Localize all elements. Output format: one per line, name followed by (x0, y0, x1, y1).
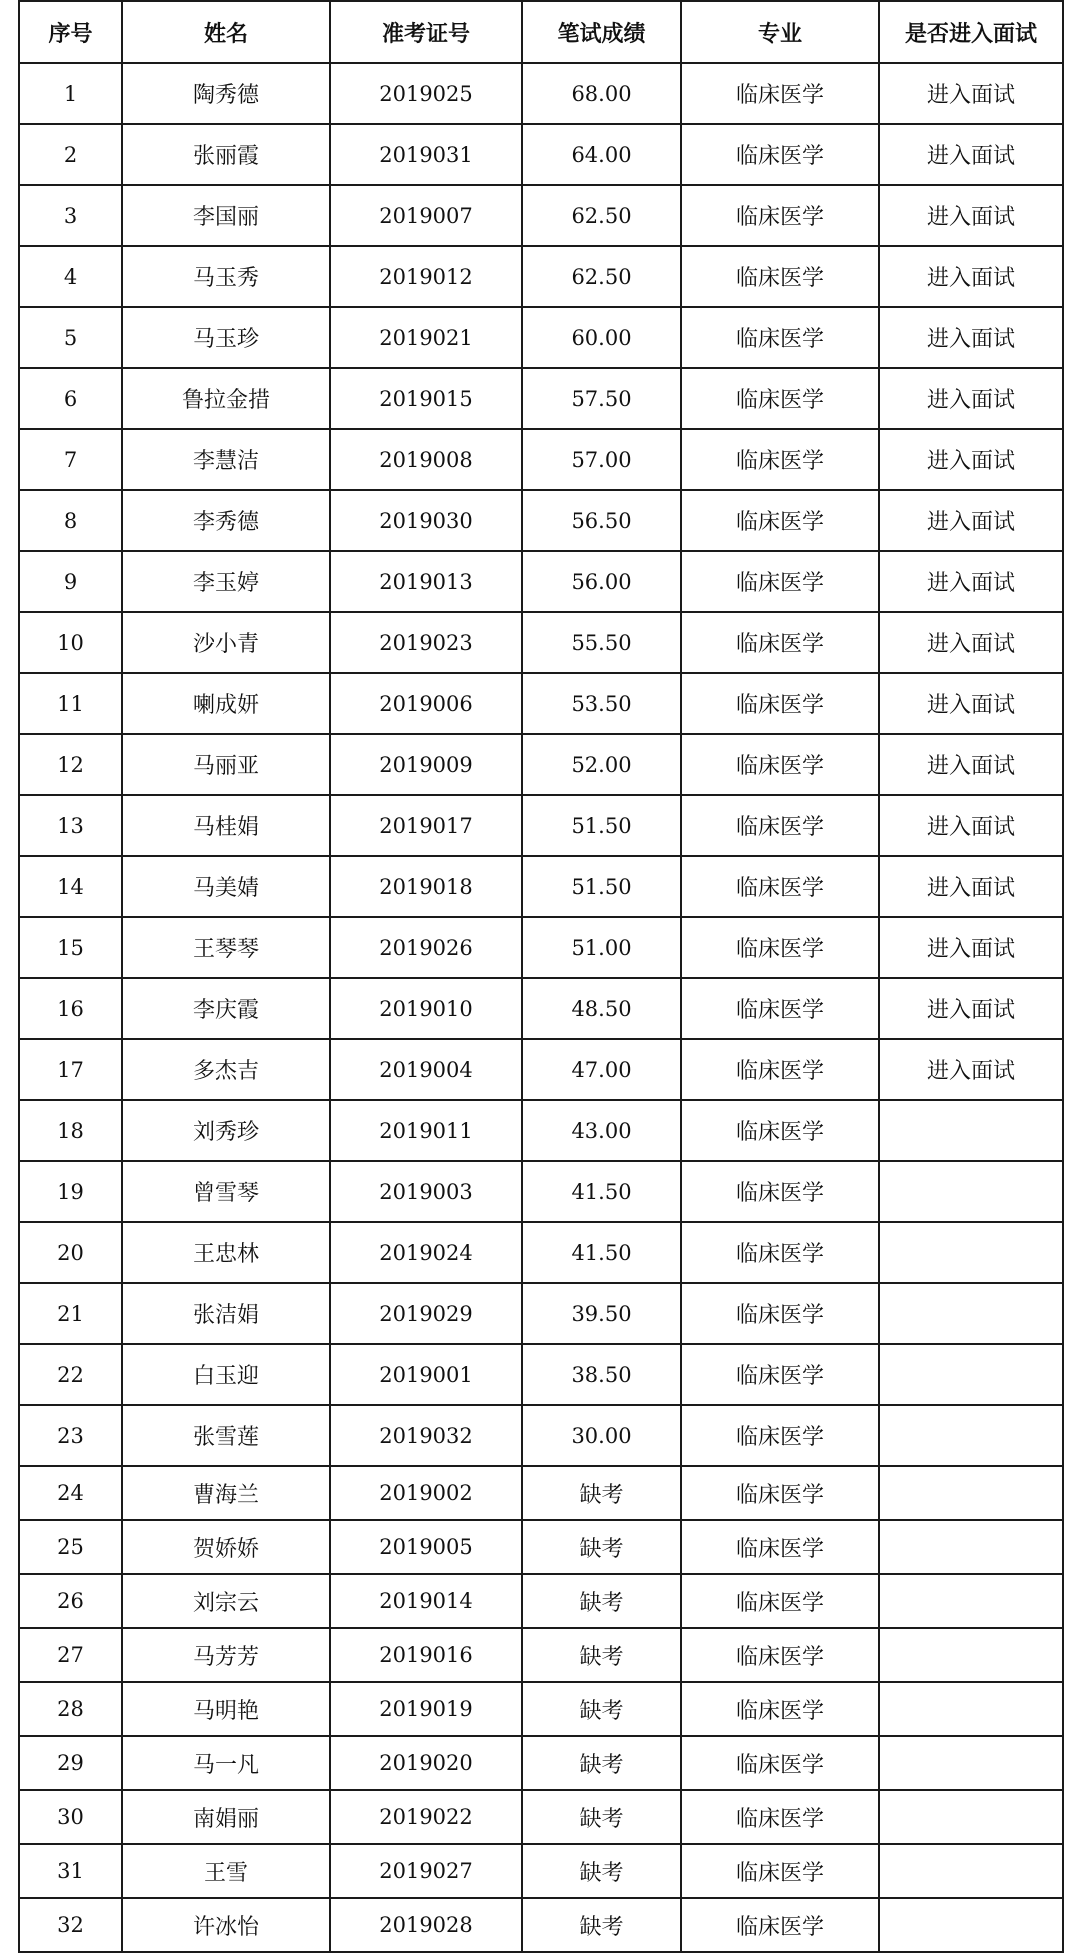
cell-ticket-number: 2019021 (330, 307, 522, 368)
cell-name: 李秀德 (122, 490, 330, 551)
cell-index: 9 (19, 551, 122, 612)
cell-major: 临床医学 (681, 917, 879, 978)
cell-written-score: 51.50 (522, 856, 681, 917)
cell-interview-status (879, 1574, 1063, 1628)
cell-written-score: 51.50 (522, 795, 681, 856)
cell-index: 30 (19, 1790, 122, 1844)
cell-ticket-number: 2019024 (330, 1222, 522, 1283)
cell-ticket-number: 2019016 (330, 1628, 522, 1682)
cell-interview-status (879, 1283, 1063, 1344)
table-row (19, 1039, 1063, 1100)
cell-interview-status: 进入面试 (879, 734, 1063, 795)
cell-interview-status: 进入面试 (879, 1039, 1063, 1100)
cell-name: 马玉珍 (122, 307, 330, 368)
cell-ticket-number: 2019001 (330, 1344, 522, 1405)
cell-index: 3 (19, 185, 122, 246)
cell-index: 4 (19, 246, 122, 307)
cell-index: 7 (19, 429, 122, 490)
cell-ticket-number: 2019002 (330, 1466, 522, 1520)
cell-interview-status (879, 1790, 1063, 1844)
cell-major: 临床医学 (681, 368, 879, 429)
cell-index: 13 (19, 795, 122, 856)
cell-major: 临床医学 (681, 185, 879, 246)
cell-ticket-number: 2019007 (330, 185, 522, 246)
cell-index: 11 (19, 673, 122, 734)
table-row (19, 185, 1063, 246)
cell-name: 贺娇娇 (122, 1520, 330, 1574)
cell-interview-status: 进入面试 (879, 246, 1063, 307)
cell-written-score: 缺考 (522, 1898, 681, 1952)
cell-ticket-number: 2019030 (330, 490, 522, 551)
cell-index: 23 (19, 1405, 122, 1466)
cell-written-score: 62.50 (522, 185, 681, 246)
table-row (19, 368, 1063, 429)
cell-name: 许冰怡 (122, 1898, 330, 1952)
cell-written-score: 57.00 (522, 429, 681, 490)
cell-name: 马明艳 (122, 1682, 330, 1736)
cell-index: 32 (19, 1898, 122, 1952)
cell-ticket-number: 2019012 (330, 246, 522, 307)
cell-index: 12 (19, 734, 122, 795)
table-row (19, 1405, 1063, 1466)
cell-interview-status (879, 1161, 1063, 1222)
cell-name: 马玉秀 (122, 246, 330, 307)
cell-ticket-number: 2019019 (330, 1682, 522, 1736)
cell-ticket-number: 2019031 (330, 124, 522, 185)
header-ticket-number: 准考证号 (330, 1, 522, 63)
table-row (19, 124, 1063, 185)
cell-index: 19 (19, 1161, 122, 1222)
cell-name: 马芳芳 (122, 1628, 330, 1682)
cell-major: 临床医学 (681, 1405, 879, 1466)
cell-name: 刘秀珍 (122, 1100, 330, 1161)
cell-major: 临床医学 (681, 429, 879, 490)
cell-name: 李国丽 (122, 185, 330, 246)
table-row (19, 551, 1063, 612)
cell-written-score: 60.00 (522, 307, 681, 368)
table-row (19, 490, 1063, 551)
cell-index: 8 (19, 490, 122, 551)
cell-major: 临床医学 (681, 734, 879, 795)
cell-ticket-number: 2019008 (330, 429, 522, 490)
table-row (19, 1222, 1063, 1283)
cell-name: 沙小青 (122, 612, 330, 673)
cell-name: 马一凡 (122, 1736, 330, 1790)
cell-name: 王琴琴 (122, 917, 330, 978)
cell-written-score: 56.00 (522, 551, 681, 612)
cell-name: 马桂娟 (122, 795, 330, 856)
cell-major: 临床医学 (681, 978, 879, 1039)
cell-index: 27 (19, 1628, 122, 1682)
cell-name: 南娟丽 (122, 1790, 330, 1844)
cell-interview-status: 进入面试 (879, 551, 1063, 612)
cell-ticket-number: 2019006 (330, 673, 522, 734)
cell-written-score: 68.00 (522, 63, 681, 124)
cell-major: 临床医学 (681, 795, 879, 856)
cell-interview-status (879, 1466, 1063, 1520)
cell-major: 临床医学 (681, 1100, 879, 1161)
cell-interview-status: 进入面试 (879, 673, 1063, 734)
table-row (19, 1790, 1063, 1844)
cell-index: 20 (19, 1222, 122, 1283)
table-row (19, 734, 1063, 795)
cell-index: 2 (19, 124, 122, 185)
cell-written-score: 52.00 (522, 734, 681, 795)
cell-index: 22 (19, 1344, 122, 1405)
cell-index: 25 (19, 1520, 122, 1574)
cell-name: 王雪 (122, 1844, 330, 1898)
cell-index: 16 (19, 978, 122, 1039)
cell-ticket-number: 2019003 (330, 1161, 522, 1222)
cell-major: 临床医学 (681, 1344, 879, 1405)
cell-ticket-number: 2019010 (330, 978, 522, 1039)
cell-interview-status (879, 1898, 1063, 1952)
cell-index: 31 (19, 1844, 122, 1898)
table-row (19, 856, 1063, 917)
cell-written-score: 缺考 (522, 1844, 681, 1898)
cell-major: 临床医学 (681, 1466, 879, 1520)
table-row (19, 1344, 1063, 1405)
cell-name: 多杰吉 (122, 1039, 330, 1100)
header-written-score: 笔试成绩 (522, 1, 681, 63)
cell-interview-status: 进入面试 (879, 795, 1063, 856)
table-row (19, 1466, 1063, 1520)
cell-written-score: 38.50 (522, 1344, 681, 1405)
cell-name: 陶秀德 (122, 63, 330, 124)
table-row (19, 1161, 1063, 1222)
cell-ticket-number: 2019029 (330, 1283, 522, 1344)
table-row (19, 917, 1063, 978)
cell-written-score: 缺考 (522, 1682, 681, 1736)
cell-name: 李庆霞 (122, 978, 330, 1039)
cell-interview-status (879, 1222, 1063, 1283)
cell-written-score: 39.50 (522, 1283, 681, 1344)
cell-interview-status (879, 1628, 1063, 1682)
cell-ticket-number: 2019013 (330, 551, 522, 612)
cell-index: 6 (19, 368, 122, 429)
header-interview-status: 是否进入面试 (879, 1, 1063, 63)
cell-major: 临床医学 (681, 1898, 879, 1952)
cell-written-score: 56.50 (522, 490, 681, 551)
cell-ticket-number: 2019017 (330, 795, 522, 856)
cell-major: 临床医学 (681, 856, 879, 917)
table-body (19, 63, 1063, 1952)
cell-index: 5 (19, 307, 122, 368)
table-row (19, 1520, 1063, 1574)
cell-major: 临床医学 (681, 124, 879, 185)
cell-index: 17 (19, 1039, 122, 1100)
cell-interview-status: 进入面试 (879, 978, 1063, 1039)
cell-ticket-number: 2019023 (330, 612, 522, 673)
cell-major: 临床医学 (681, 490, 879, 551)
cell-name: 马美婧 (122, 856, 330, 917)
cell-interview-status: 进入面试 (879, 124, 1063, 185)
cell-interview-status (879, 1405, 1063, 1466)
cell-name: 刘宗云 (122, 1574, 330, 1628)
cell-ticket-number: 2019022 (330, 1790, 522, 1844)
cell-written-score: 53.50 (522, 673, 681, 734)
cell-ticket-number: 2019025 (330, 63, 522, 124)
cell-name: 喇成妍 (122, 673, 330, 734)
table-row (19, 246, 1063, 307)
cell-name: 白玉迎 (122, 1344, 330, 1405)
cell-name: 曹海兰 (122, 1466, 330, 1520)
cell-index: 15 (19, 917, 122, 978)
cell-written-score: 64.00 (522, 124, 681, 185)
cell-index: 26 (19, 1574, 122, 1628)
cell-major: 临床医学 (681, 246, 879, 307)
cell-written-score: 43.00 (522, 1100, 681, 1161)
cell-name: 李慧洁 (122, 429, 330, 490)
cell-interview-status (879, 1100, 1063, 1161)
cell-interview-status (879, 1844, 1063, 1898)
cell-written-score: 41.50 (522, 1161, 681, 1222)
cell-ticket-number: 2019028 (330, 1898, 522, 1952)
score-table (18, 0, 1064, 1953)
cell-ticket-number: 2019018 (330, 856, 522, 917)
cell-index: 18 (19, 1100, 122, 1161)
cell-ticket-number: 2019011 (330, 1100, 522, 1161)
cell-name: 张丽霞 (122, 124, 330, 185)
header-major: 专业 (681, 1, 879, 63)
cell-index: 14 (19, 856, 122, 917)
cell-interview-status: 进入面试 (879, 185, 1063, 246)
cell-interview-status: 进入面试 (879, 490, 1063, 551)
cell-ticket-number: 2019009 (330, 734, 522, 795)
cell-name: 马丽亚 (122, 734, 330, 795)
cell-interview-status (879, 1682, 1063, 1736)
table-row (19, 1898, 1063, 1952)
cell-written-score: 48.50 (522, 978, 681, 1039)
cell-major: 临床医学 (681, 551, 879, 612)
cell-major: 临床医学 (681, 673, 879, 734)
cell-major: 临床医学 (681, 1039, 879, 1100)
cell-name: 王忠林 (122, 1222, 330, 1283)
cell-major: 临床医学 (681, 1283, 879, 1344)
cell-written-score: 缺考 (522, 1466, 681, 1520)
cell-ticket-number: 2019014 (330, 1574, 522, 1628)
cell-interview-status: 进入面试 (879, 63, 1063, 124)
header-name: 姓名 (122, 1, 330, 63)
cell-major: 临床医学 (681, 1222, 879, 1283)
table-row (19, 63, 1063, 124)
cell-interview-status: 进入面试 (879, 429, 1063, 490)
cell-index: 29 (19, 1736, 122, 1790)
cell-major: 临床医学 (681, 1790, 879, 1844)
cell-written-score: 缺考 (522, 1574, 681, 1628)
cell-major: 临床医学 (681, 307, 879, 368)
header-index: 序号 (19, 1, 122, 63)
cell-interview-status (879, 1520, 1063, 1574)
cell-written-score: 缺考 (522, 1628, 681, 1682)
cell-ticket-number: 2019020 (330, 1736, 522, 1790)
cell-written-score: 55.50 (522, 612, 681, 673)
cell-index: 28 (19, 1682, 122, 1736)
table-row (19, 1283, 1063, 1344)
table-row (19, 1628, 1063, 1682)
cell-major: 临床医学 (681, 1844, 879, 1898)
cell-ticket-number: 2019027 (330, 1844, 522, 1898)
cell-interview-status (879, 1344, 1063, 1405)
table-row (19, 978, 1063, 1039)
cell-written-score: 62.50 (522, 246, 681, 307)
cell-index: 24 (19, 1466, 122, 1520)
cell-written-score: 30.00 (522, 1405, 681, 1466)
cell-major: 临床医学 (681, 1736, 879, 1790)
table-row (19, 1682, 1063, 1736)
cell-written-score: 57.50 (522, 368, 681, 429)
cell-major: 临床医学 (681, 63, 879, 124)
table-row (19, 1736, 1063, 1790)
cell-name: 曾雪琴 (122, 1161, 330, 1222)
table-row (19, 673, 1063, 734)
cell-major: 临床医学 (681, 1682, 879, 1736)
header-row (19, 1, 1063, 63)
cell-ticket-number: 2019015 (330, 368, 522, 429)
cell-interview-status: 进入面试 (879, 368, 1063, 429)
cell-index: 10 (19, 612, 122, 673)
cell-ticket-number: 2019032 (330, 1405, 522, 1466)
cell-written-score: 缺考 (522, 1520, 681, 1574)
cell-index: 21 (19, 1283, 122, 1344)
cell-interview-status: 进入面试 (879, 917, 1063, 978)
cell-major: 临床医学 (681, 1574, 879, 1628)
cell-written-score: 41.50 (522, 1222, 681, 1283)
cell-written-score: 缺考 (522, 1736, 681, 1790)
cell-index: 1 (19, 63, 122, 124)
table-row (19, 1574, 1063, 1628)
cell-name: 张雪莲 (122, 1405, 330, 1466)
cell-major: 临床医学 (681, 1628, 879, 1682)
cell-ticket-number: 2019004 (330, 1039, 522, 1100)
table-row (19, 795, 1063, 856)
cell-name: 李玉婷 (122, 551, 330, 612)
cell-ticket-number: 2019026 (330, 917, 522, 978)
cell-name: 张洁娟 (122, 1283, 330, 1344)
cell-interview-status: 进入面试 (879, 307, 1063, 368)
table-row (19, 307, 1063, 368)
cell-major: 临床医学 (681, 612, 879, 673)
table-row (19, 429, 1063, 490)
cell-ticket-number: 2019005 (330, 1520, 522, 1574)
cell-written-score: 缺考 (522, 1790, 681, 1844)
table-row (19, 1100, 1063, 1161)
cell-interview-status (879, 1736, 1063, 1790)
cell-major: 临床医学 (681, 1161, 879, 1222)
table-row (19, 1844, 1063, 1898)
cell-interview-status: 进入面试 (879, 856, 1063, 917)
cell-written-score: 51.00 (522, 917, 681, 978)
cell-major: 临床医学 (681, 1520, 879, 1574)
cell-interview-status: 进入面试 (879, 612, 1063, 673)
cell-written-score: 47.00 (522, 1039, 681, 1100)
table-row (19, 612, 1063, 673)
cell-name: 鲁拉金措 (122, 368, 330, 429)
